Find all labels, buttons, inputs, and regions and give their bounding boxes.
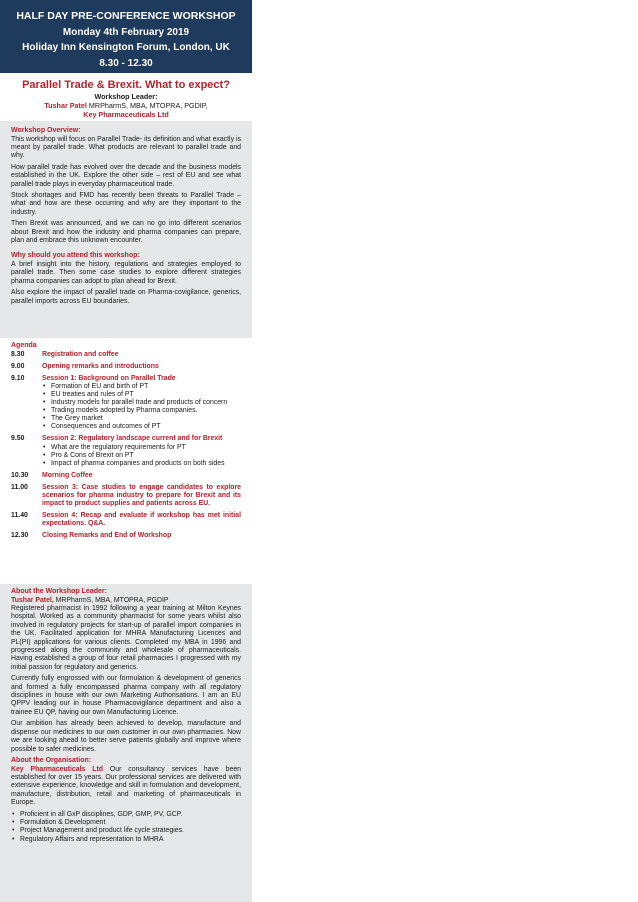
list-item: • EU treaties and rules of PT bbox=[42, 391, 241, 399]
agenda-time: 12.30 bbox=[11, 532, 29, 540]
agenda-section bbox=[0, 338, 252, 584]
agenda-bullets bbox=[42, 383, 241, 432]
agenda-row bbox=[11, 472, 241, 480]
agenda-list bbox=[11, 351, 241, 541]
agenda-row bbox=[11, 532, 241, 540]
overview-paragraph: Stock shortages and FMD has recently been threats to Parallel Trade – what and how are these occurring and why are they important to the industry. bbox=[11, 192, 241, 216]
agenda-label: Session 3: Case studies to engage candidates to explore scenarios for pharma industry to prepare for Brexit and its impact to product supplies and patients across EU. bbox=[42, 483, 241, 508]
header-line-3: Holiday Inn Kensington Forum, London, UK bbox=[22, 42, 230, 53]
agenda-row bbox=[11, 484, 241, 508]
header-line-4: 8.30 - 12.30 bbox=[99, 57, 153, 69]
about-leader-credentials: MRPharmS, MBA, MTOPRA, PGDIP bbox=[53, 596, 169, 604]
about-org-heading: About the Organisation: bbox=[11, 756, 92, 764]
leader-company: Key Pharmaceuticals Ltd bbox=[83, 110, 169, 119]
about-panel bbox=[0, 584, 252, 902]
overview-paragraph: How parallel trade has evolved over the decade and the business models established in the UK. Explore the other side – rest of EU and see what parallel trade plays in everyday pharmaceutical trade. bbox=[11, 163, 241, 188]
leader-credentials: MRPharmS, MBA, MTOPRA, PGDIP, bbox=[86, 101, 208, 110]
leader-name: Tushar Patel bbox=[44, 101, 87, 110]
overview-paragraph: Then Brexit was announced, and we can no go into different scenarios about Brexit and how the industry and pharma companies can prepare, plan and embrace this unknown encounter. bbox=[11, 220, 241, 245]
list-item: • Proficient in all GxP disciplines, GDP, GMP, PV, GCP. bbox=[11, 811, 241, 819]
agenda-row bbox=[11, 351, 241, 359]
list-item: • Formulation & Development bbox=[11, 819, 241, 827]
agenda-heading: Agenda bbox=[11, 342, 37, 349]
agenda-row bbox=[11, 375, 241, 432]
agenda-row bbox=[11, 435, 241, 467]
about-leader-paragraph: Currently fully engrossed with our formulation & development of generics and formed a fully encompassed pharma company with all regulatory disciplines in house with our own Marketing Authorisations. I am an EU QPPV leading our in house Pharmacovigilance department and also a trainee EU QP, having our own Manufacturing Licence. bbox=[11, 675, 241, 716]
overview-paragraph: This workshop will focus on Parallel Trade- its definition and what exactly is meant by parallel trade. What products are relevant to parallel trade and why. bbox=[11, 135, 241, 160]
why-paragraph: A brief insight into the history, regulations and strategies employed to parallel trade. Then some case studies to explore different strategies pharma companies can adopt to plan ahead for Brexit. bbox=[11, 261, 241, 285]
agenda-label: Session 1: Background on Parallel Trade bbox=[42, 374, 176, 382]
about-leader-name: Tushar Patel, bbox=[11, 596, 54, 604]
list-item: • Industry models for parallel trade and products of concern bbox=[42, 399, 241, 407]
why-paragraph: Also explore the impact of parallel trade on Pharma-covigilance, generics, parallel imports across EU boundaries. bbox=[11, 289, 241, 305]
agenda-time: 11.00 bbox=[11, 483, 28, 491]
overview-panel bbox=[0, 121, 252, 338]
about-org-bullets bbox=[11, 811, 241, 845]
agenda-time: 9.10 bbox=[11, 374, 25, 382]
agenda-time: 9.00 bbox=[11, 362, 25, 370]
header-line-2: Monday 4th February 2019 bbox=[62, 26, 190, 38]
agenda-time: 10.30 bbox=[11, 471, 29, 479]
list-item: • Pro & Cons of Brexit on PT bbox=[42, 452, 241, 460]
agenda-label: Opening remarks and introductions bbox=[42, 362, 159, 370]
agenda-label: Closing Remarks and End of Workshop bbox=[42, 532, 172, 540]
list-item: • Formation of EU and birth of PT bbox=[42, 383, 241, 391]
agenda-row bbox=[11, 512, 241, 528]
agenda-row bbox=[11, 363, 241, 371]
list-item: • What are the regulatory requirements for PT bbox=[42, 444, 241, 452]
leader-label: Workshop Leader: bbox=[94, 92, 158, 101]
about-leader-heading: About the Workshop Leader: bbox=[11, 588, 107, 595]
overview-heading: Workshop Overview: bbox=[11, 127, 81, 134]
agenda-time: 11.40 bbox=[11, 512, 28, 520]
why-heading: Why should you attend this workshop: bbox=[11, 252, 140, 260]
list-item: • Impact of pharma companies and products on both sides bbox=[42, 460, 241, 468]
title-block bbox=[0, 73, 252, 121]
list-item: • Consequences and outcomes of PT bbox=[42, 423, 241, 431]
agenda-label: Registration and coffee bbox=[42, 350, 119, 358]
agenda-label: Session 2: Regulatory landscape current and for Brexit bbox=[42, 435, 223, 443]
about-org-text: Our consultancy services have been established for over 15 years. Our professional services are delivered with extensive experience, knowledge and skill in formulation and development, manufacture, distribution, retail and marketing of pharmaceuticals in Europe. bbox=[11, 765, 241, 807]
about-org-name: Key Pharmaceuticals Ltd bbox=[11, 765, 103, 773]
list-item: • Project Management and product life cycle strategies. bbox=[11, 827, 241, 835]
list-item: • Trading models adopted by Pharma companies. bbox=[42, 407, 241, 415]
workshop-flyer bbox=[0, 0, 252, 902]
about-leader-paragraph: Our ambition has already been achieved to develop, manufacture and dispense our medicines to our own customer in our own pharmacies. Now we are looking ahead to better serve patients globally and improve where possible to safer medicines. bbox=[11, 720, 241, 753]
header-banner bbox=[0, 0, 252, 73]
agenda-time: 9.50 bbox=[11, 435, 25, 443]
agenda-label: Session 4: Recap and evaluate if workshop has met initial expectations. Q&A. bbox=[42, 512, 241, 528]
page-title: Parallel Trade & Brexit. What to expect? bbox=[22, 79, 230, 91]
list-item: • Regulatory Affairs and representation to MHRA bbox=[11, 836, 241, 844]
agenda-label: Morning Coffee bbox=[42, 471, 93, 479]
header-line-1: HALF DAY PRE-CONFERENCE WORKSHOP bbox=[16, 10, 236, 22]
about-leader-paragraph: Registered pharmacist in 1992 following a year training at Milton Keynes hospital. Worked as a community pharmacist for some years whilst also involved in regulatory projects for start-up of parallel import companies in the UK. Facilitated application for MHRA Manufacturing Licences and PL(PI) applications for various clients. Completed my MBA in 1996 and progressed along the community and wholesale of pharmaceuticals. Having established a group of four retail pharmacies I progressed with my initial passion for regulatory and generics. bbox=[11, 605, 241, 671]
list-item: • The Grey market bbox=[42, 415, 241, 423]
agenda-bullets bbox=[42, 444, 241, 468]
agenda-time: 8.30 bbox=[11, 350, 25, 358]
